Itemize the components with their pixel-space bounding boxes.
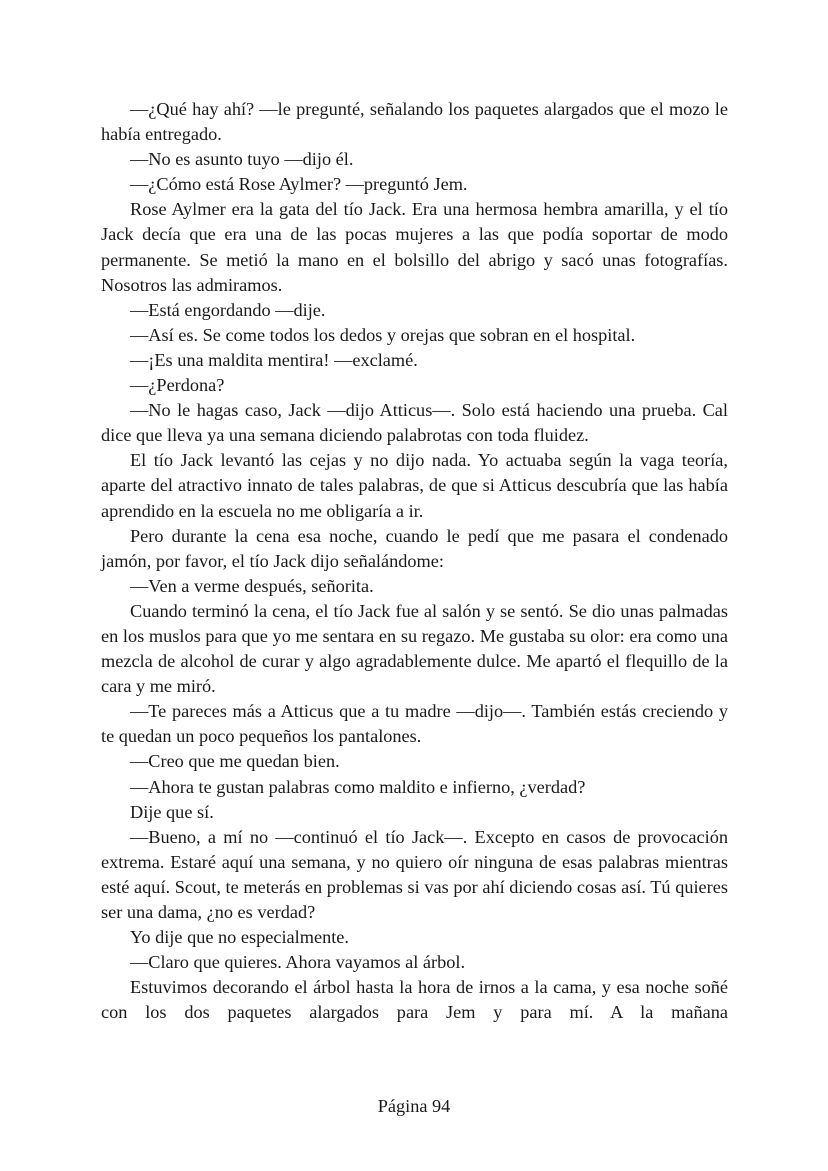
paragraph: —¡Es una maldita mentira! —exclamé.	[130, 349, 418, 370]
paragraph: Rose Aylmer era la gata del tío Jack. Era una hermosa hembra amarilla, y el tío Jack decía que era una de las pocas mujeres a las que podía soportar de modo permanente. Se metió la mano en el bolsillo del abrigo y sacó unas fotografías. Nosotros las admiramos.	[101, 199, 728, 295]
body-text	[101, 97, 728, 1025]
paragraph: —¿Cómo está Rose Aylmer? —preguntó Jem.	[130, 174, 468, 195]
paragraph: Dije que sí.	[130, 801, 214, 822]
page-number: Página 94	[377, 1096, 451, 1116]
paragraph: —¿Perdona?	[130, 375, 225, 396]
paragraph: —Ahora te gustan palabras como maldito e infierno, ¿verdad?	[130, 776, 586, 797]
paragraph: —No es asunto tuyo —dijo él.	[130, 149, 354, 170]
paragraph: —Ven a verme después, señorita.	[130, 575, 374, 596]
paragraph: —No le hagas caso, Jack —dijo Atticus—. Solo está haciendo una prueba. Cal dice que lleva ya una semana diciendo palabrotas con toda fluidez.	[101, 400, 728, 446]
paragraph: —Creo que me quedan bien.	[130, 751, 340, 772]
paragraph: —¿Qué hay ahí? —le pregunté, señalando los paquetes alargados que el mozo le había entregado.	[101, 99, 728, 145]
paragraph: —Bueno, a mí no —continuó el tío Jack—. Excepto en casos de provocación extrema. Estaré aquí una semana, y no quiero oír ninguna de esas palabras mientras esté aquí. Scout, te meterás en problemas si vas por ahí diciendo cosas así. Tú quieres ser una dama, ¿no es verdad?	[101, 826, 728, 922]
paragraph: Cuando terminó la cena, el tío Jack fue al salón y se sentó. Se dio unas palmadas en los muslos para que yo me sentara en su regazo. Me gustaba su olor: era como una mezcla de alcohol de curar y algo agradablemente dulce. Me apartó el flequillo de la cara y me miró.	[101, 600, 728, 697]
paragraph: Estuvimos decorando el árbol hasta la hora de irnos a la cama, y esa noche soñé con los dos paquetes alargados para Jem y para mí. A la mañana	[101, 977, 728, 1023]
paragraph: El tío Jack levantó las cejas y no dijo nada. Yo actuaba según la vaga teoría, aparte del atractivo innato de tales palabras, de que si Atticus descubría que las había aprendido en la escuela no me obligaría a ir.	[101, 450, 728, 521]
paragraph: Yo dije que no especialmente.	[130, 927, 349, 948]
paragraph: —Claro que quieres. Ahora vayamos al árbol.	[130, 952, 466, 973]
paragraph: —Así es. Se come todos los dedos y orejas que sobran en el hospital.	[130, 324, 636, 345]
paragraph: Pero durante la cena esa noche, cuando le pedí que me pasara el condenado jamón, por favor, el tío Jack dijo señalándome:	[101, 525, 728, 571]
paragraph: —Está engordando —dije.	[130, 299, 326, 320]
paragraph: —Te pareces más a Atticus que a tu madre —dijo—. También estás creciendo y te quedan un poco pequeños los pantalones.	[101, 701, 728, 747]
